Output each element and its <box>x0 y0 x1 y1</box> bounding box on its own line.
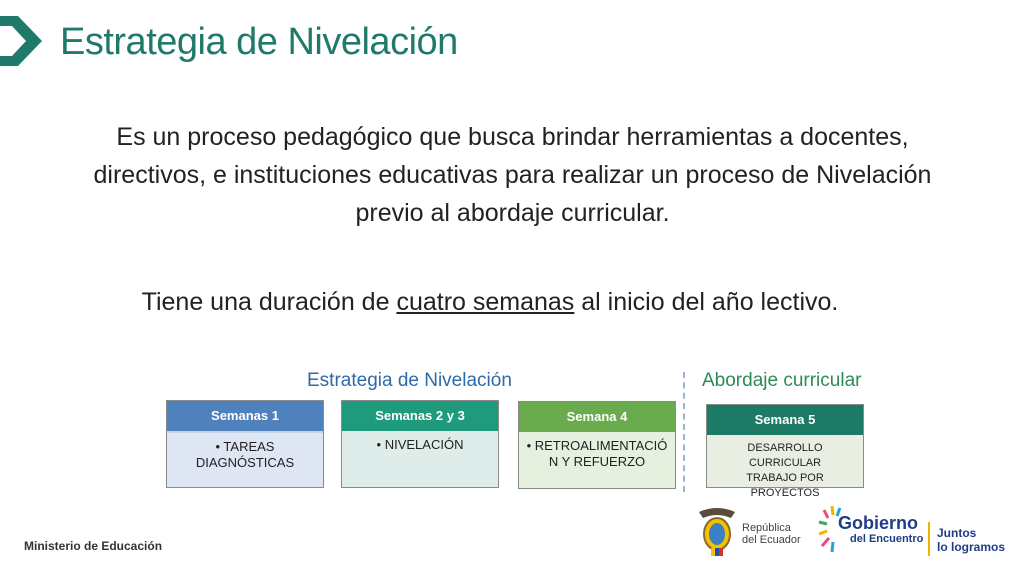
label-abordaje: Abordaje curricular <box>702 370 862 391</box>
gobierno-text <box>838 514 923 546</box>
box-semana-1-body: • TAREAS DIAGNÓSTICAS <box>195 439 295 470</box>
intro-paragraph: Es un proceso pedagógico que busca brindar herramientas a docentes, directivos, e instituciones educativas para realizar un proceso de Nivelación previo al abordaje curricular. <box>93 123 932 227</box>
footer-separator <box>928 522 930 556</box>
box-semana-1-head: Semanas 1 <box>167 401 323 433</box>
republica-text <box>742 522 801 546</box>
box-semana-1 <box>166 400 324 488</box>
box-semana-5-line2: TRABAJO POR PROYECTOS <box>746 472 824 499</box>
box-semana-5-body <box>707 435 863 501</box>
box-semana-2-3 <box>341 400 499 488</box>
juntos-line1: Juntos <box>937 526 977 540</box>
box-semana-4-body: • RETROALIMENTACIÓ N Y REFUERZO <box>526 438 668 469</box>
slide-title: Estrategia de Nivelación <box>60 21 458 63</box>
ministry-label: Ministerio de Educación <box>24 539 163 553</box>
box-semana-5 <box>706 404 864 499</box>
box-semana-4 <box>518 401 676 489</box>
box-semana-2-3-body: • NIVELACIÓN <box>376 437 464 452</box>
box-semana-5-head: Semana 5 <box>707 405 863 435</box>
duration-before: Tiene una duración de <box>141 288 397 316</box>
gobierno-line1: Gobierno <box>838 513 918 533</box>
juntos-line2: lo logramos <box>937 540 1006 554</box>
duration-highlight: cuatro semanas <box>396 288 575 316</box>
box-semana-5-line1: DESARROLLO CURRICULAR <box>747 442 823 469</box>
arrow-chevron-icon <box>0 16 42 66</box>
gobierno-line2: del Encuentro <box>850 533 924 545</box>
duration-after: al inicio del año lectivo. <box>574 288 839 316</box>
coat-of-arms-icon <box>695 504 739 558</box>
box-semana-2-3-head: Semanas 2 y 3 <box>342 401 498 431</box>
section-divider <box>683 372 685 492</box>
duration-text <box>0 288 980 317</box>
republica-line1: República <box>742 522 791 534</box>
label-nivelacion: Estrategia de Nivelación <box>307 370 512 391</box>
republica-line2: del Ecuador <box>742 534 801 546</box>
juntos-text <box>937 526 1005 554</box>
box-semana-4-head: Semana 4 <box>519 402 675 432</box>
